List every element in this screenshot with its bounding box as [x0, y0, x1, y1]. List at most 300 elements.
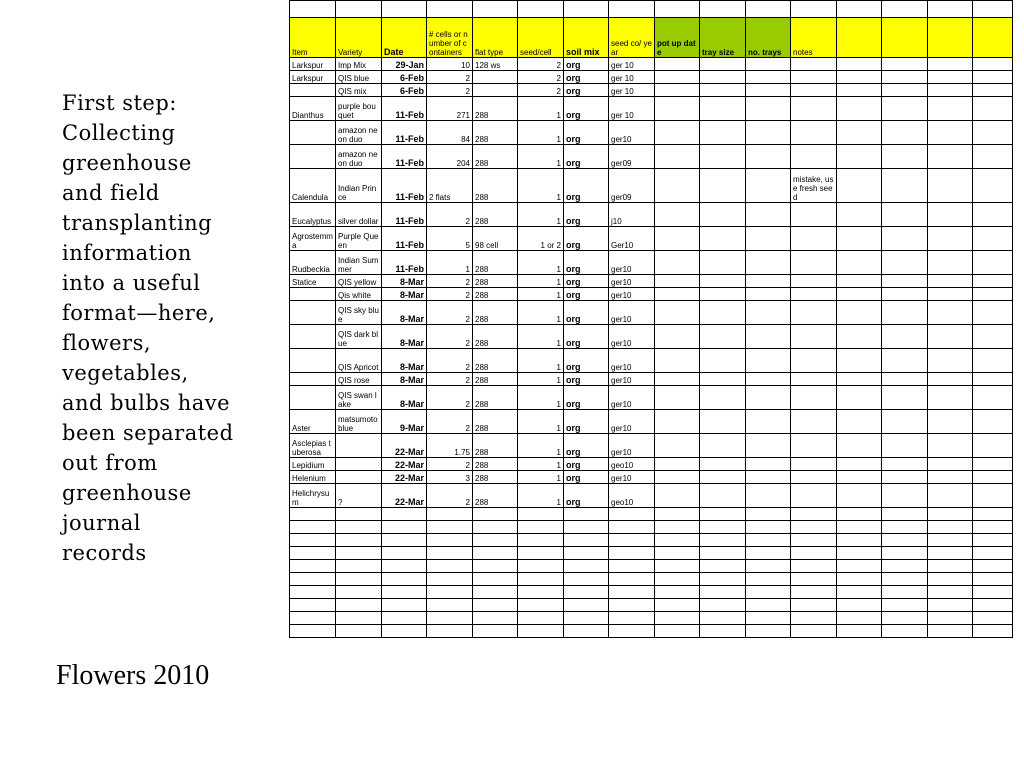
table-cell: 2	[518, 84, 564, 97]
column-header: Date	[382, 18, 427, 58]
table-cell	[655, 275, 700, 288]
table-cell: 1	[518, 458, 564, 471]
table-cell	[746, 349, 791, 373]
caption-line: and bulbs have	[62, 391, 231, 415]
table-cell: ger10	[609, 288, 655, 301]
table-cell: 288	[473, 434, 518, 458]
table-cell: org	[564, 121, 609, 145]
table-cell: 2	[427, 203, 473, 227]
table-row	[290, 97, 1013, 121]
table-cell	[700, 373, 746, 386]
table-cell: 11-Feb	[382, 169, 427, 203]
table-cell: geo10	[609, 484, 655, 508]
table-cell	[700, 97, 746, 121]
slide-footer-title: Flowers 2010	[56, 660, 210, 691]
table-cell: org	[564, 458, 609, 471]
table-cell	[791, 121, 837, 145]
table-cell	[746, 97, 791, 121]
table-cell: 204	[427, 145, 473, 169]
table-cell	[655, 349, 700, 373]
table-cell	[746, 434, 791, 458]
empty-row	[290, 560, 1013, 573]
table-cell: 288	[473, 484, 518, 508]
table-cell: org	[564, 373, 609, 386]
table-cell: ger10	[609, 349, 655, 373]
table-cell: silver dollar	[336, 203, 382, 227]
column-header: flat type	[473, 18, 518, 58]
table-cell	[791, 145, 837, 169]
table-cell	[791, 288, 837, 301]
empty-row	[290, 534, 1013, 547]
table-row	[290, 169, 1013, 203]
table-cell: ?	[336, 484, 382, 508]
table-cell	[746, 275, 791, 288]
table-cell	[791, 484, 837, 508]
table-cell: 1.75	[427, 434, 473, 458]
table-cell	[700, 349, 746, 373]
table-cell: 2	[427, 458, 473, 471]
table-cell: org	[564, 275, 609, 288]
table-cell	[290, 121, 336, 145]
table-cell: 6-Feb	[382, 84, 427, 97]
table-cell	[473, 84, 518, 97]
table-cell: 2	[427, 288, 473, 301]
table-cell: Imp Mix	[336, 58, 382, 71]
table-cell: 11-Feb	[382, 145, 427, 169]
transplant-table	[289, 0, 1013, 638]
table-row	[290, 484, 1013, 508]
table-cell: 288	[473, 458, 518, 471]
table-cell	[655, 251, 700, 275]
table-cell: 288	[473, 386, 518, 410]
table-row	[290, 58, 1013, 71]
table-cell	[791, 458, 837, 471]
table-cell	[791, 203, 837, 227]
table-header-row	[290, 18, 1013, 58]
table-cell: 1 or 2	[518, 227, 564, 251]
table-cell	[700, 410, 746, 434]
table-cell	[746, 458, 791, 471]
table-cell	[700, 484, 746, 508]
table-cell: mistake, use fresh seed	[791, 169, 837, 203]
table-cell: 2	[518, 58, 564, 71]
table-cell	[746, 203, 791, 227]
table-cell: org	[564, 471, 609, 484]
table-cell: org	[564, 434, 609, 458]
table-cell	[791, 471, 837, 484]
table-cell: org	[564, 145, 609, 169]
table-cell	[791, 275, 837, 288]
table-cell: 11-Feb	[382, 227, 427, 251]
table-cell: Calendula	[290, 169, 336, 203]
table-cell	[655, 458, 700, 471]
table-cell: org	[564, 349, 609, 373]
table-cell	[290, 386, 336, 410]
table-cell: 1	[518, 410, 564, 434]
table-cell: Helichrysum	[290, 484, 336, 508]
table-cell	[700, 434, 746, 458]
table-cell: 271	[427, 97, 473, 121]
table-cell: ger10	[609, 373, 655, 386]
table-cell	[290, 288, 336, 301]
table-cell: Indian Summer	[336, 251, 382, 275]
table-cell: ger09	[609, 145, 655, 169]
caption-line: out from	[62, 451, 158, 475]
table-cell: org	[564, 386, 609, 410]
table-cell: QIS Apricot	[336, 349, 382, 373]
table-cell: 1	[518, 386, 564, 410]
table-cell	[655, 203, 700, 227]
table-cell	[290, 301, 336, 325]
table-cell: Agrostemma	[290, 227, 336, 251]
table-cell	[655, 410, 700, 434]
table-cell	[336, 434, 382, 458]
table-cell	[473, 71, 518, 84]
table-cell: 1	[518, 373, 564, 386]
empty-row	[290, 625, 1013, 638]
column-header: pot up date	[655, 18, 700, 58]
table-cell: 288	[473, 288, 518, 301]
table-cell: 288	[473, 325, 518, 349]
table-cell: Qis white	[336, 288, 382, 301]
table-cell: 8-Mar	[382, 373, 427, 386]
table-cell: 2	[427, 386, 473, 410]
table-cell: amazon neon duo	[336, 121, 382, 145]
table-cell: ger 10	[609, 71, 655, 84]
table-cell: 2	[518, 71, 564, 84]
table-cell: 1	[518, 121, 564, 145]
table-cell	[655, 373, 700, 386]
table-cell: Helenium	[290, 471, 336, 484]
table-cell: 288	[473, 203, 518, 227]
table-cell: 1	[518, 251, 564, 275]
table-cell: 288	[473, 275, 518, 288]
table-cell: 6-Feb	[382, 71, 427, 84]
caption-line: transplanting	[62, 211, 213, 235]
table-cell	[655, 169, 700, 203]
table-cell: Aster	[290, 410, 336, 434]
table-cell	[700, 58, 746, 71]
table-cell: 2	[427, 71, 473, 84]
table-cell: org	[564, 97, 609, 121]
table-cell	[700, 288, 746, 301]
table-cell: ger10	[609, 325, 655, 349]
table-cell: 2	[427, 373, 473, 386]
caption-line: journal	[62, 511, 141, 535]
table-cell	[290, 84, 336, 97]
table-cell	[791, 410, 837, 434]
table-row	[290, 288, 1013, 301]
table-cell: org	[564, 169, 609, 203]
table-cell	[655, 84, 700, 97]
table-cell: 8-Mar	[382, 275, 427, 288]
spreadsheet	[289, 0, 1013, 638]
table-cell	[746, 301, 791, 325]
table-cell	[655, 471, 700, 484]
table-cell: 3	[427, 471, 473, 484]
table-cell: QIS mix	[336, 84, 382, 97]
table-cell: QIS swan lake	[336, 386, 382, 410]
caption-line: greenhouse	[62, 481, 192, 505]
caption-line: Collecting	[62, 121, 176, 145]
table-cell	[746, 121, 791, 145]
table-cell: ger10	[609, 301, 655, 325]
table-cell: org	[564, 227, 609, 251]
table-cell: 288	[473, 121, 518, 145]
empty-row	[290, 573, 1013, 586]
caption-line: First step:	[62, 91, 177, 115]
caption-line: records	[62, 541, 147, 565]
table-cell	[791, 301, 837, 325]
table-cell: ger10	[609, 275, 655, 288]
table-cell	[336, 458, 382, 471]
table-cell: Lepidium	[290, 458, 336, 471]
caption-line: greenhouse	[62, 151, 192, 175]
table-cell	[791, 325, 837, 349]
table-cell: Dianthus	[290, 97, 336, 121]
table-cell	[700, 227, 746, 251]
table-cell: org	[564, 301, 609, 325]
table-cell: 288	[473, 169, 518, 203]
table-cell: QIS rose	[336, 373, 382, 386]
empty-row	[290, 612, 1013, 625]
caption-line: vegetables,	[62, 361, 189, 385]
table-cell	[746, 484, 791, 508]
table-cell: 11-Feb	[382, 203, 427, 227]
table-cell: org	[564, 58, 609, 71]
table-cell	[655, 386, 700, 410]
table-cell: org	[564, 203, 609, 227]
table-cell	[290, 349, 336, 373]
table-cell	[746, 325, 791, 349]
table-cell: 8-Mar	[382, 349, 427, 373]
table-cell	[700, 301, 746, 325]
table-cell: ger10	[609, 471, 655, 484]
table-row	[290, 301, 1013, 325]
table-cell: amazon neon duo	[336, 145, 382, 169]
table-cell: 1	[518, 471, 564, 484]
table-cell: 22-Mar	[382, 458, 427, 471]
table-cell	[791, 58, 837, 71]
table-cell: org	[564, 325, 609, 349]
table-cell: j10	[609, 203, 655, 227]
table-cell: 1	[518, 434, 564, 458]
table-cell: 8-Mar	[382, 325, 427, 349]
table-cell: 11-Feb	[382, 251, 427, 275]
table-cell: Statice	[290, 275, 336, 288]
table-cell: 288	[473, 410, 518, 434]
table-cell: 1	[518, 288, 564, 301]
table-cell	[655, 97, 700, 121]
table-cell	[791, 386, 837, 410]
table-cell: ger 10	[609, 84, 655, 97]
table-cell: 11-Feb	[382, 121, 427, 145]
table-cell	[700, 471, 746, 484]
table-cell: Asclepias tuberosa	[290, 434, 336, 458]
table-cell: 98 cell	[473, 227, 518, 251]
table-cell: 22-Mar	[382, 484, 427, 508]
table-cell	[700, 458, 746, 471]
table-cell: 2	[427, 275, 473, 288]
table-cell: QIS sky blue	[336, 301, 382, 325]
caption-line: format—here,	[62, 301, 216, 325]
table-cell	[655, 71, 700, 84]
table-cell	[746, 169, 791, 203]
table-cell: 10	[427, 58, 473, 71]
table-cell: 1	[518, 349, 564, 373]
table-row	[290, 121, 1013, 145]
table-cell: 11-Feb	[382, 97, 427, 121]
table-cell	[746, 410, 791, 434]
table-cell: ger 10	[609, 97, 655, 121]
table-cell	[700, 275, 746, 288]
table-cell: QIS dark blue	[336, 325, 382, 349]
table-cell: org	[564, 288, 609, 301]
table-cell: 1	[518, 97, 564, 121]
empty-row	[290, 508, 1013, 521]
table-cell	[746, 386, 791, 410]
table-cell: 8-Mar	[382, 386, 427, 410]
column-header: Variety	[336, 18, 382, 58]
table-row	[290, 434, 1013, 458]
table-cell: 22-Mar	[382, 434, 427, 458]
table-cell	[791, 434, 837, 458]
table-cell	[746, 471, 791, 484]
empty-row	[290, 547, 1013, 560]
table-cell: ger10	[609, 434, 655, 458]
empty-row	[290, 586, 1013, 599]
table-cell: 8-Mar	[382, 301, 427, 325]
table-cell: 2	[427, 349, 473, 373]
table-cell: 1	[518, 484, 564, 508]
table-cell: 288	[473, 97, 518, 121]
column-header: seed/cell	[518, 18, 564, 58]
table-row	[290, 84, 1013, 97]
caption-line: and field	[62, 181, 160, 205]
table-cell	[791, 373, 837, 386]
caption-line: into a useful	[62, 271, 201, 295]
table-row	[290, 71, 1013, 84]
table-cell	[791, 251, 837, 275]
table-cell: 288	[473, 301, 518, 325]
table-cell: 5	[427, 227, 473, 251]
table-cell	[655, 145, 700, 169]
empty-row	[290, 599, 1013, 612]
table-cell: 1	[518, 275, 564, 288]
table-cell: 2	[427, 484, 473, 508]
column-header: no. trays	[746, 18, 791, 58]
table-cell	[700, 169, 746, 203]
table-cell: Indian Prince	[336, 169, 382, 203]
table-cell: org	[564, 410, 609, 434]
table-cell: Ger10	[609, 227, 655, 251]
empty-row	[290, 521, 1013, 534]
table-cell: 288	[473, 373, 518, 386]
table-row	[290, 349, 1013, 373]
table-row	[290, 471, 1013, 484]
table-row	[290, 386, 1013, 410]
table-cell: org	[564, 84, 609, 97]
table-cell: 288	[473, 349, 518, 373]
table-cell	[700, 203, 746, 227]
table-cell	[746, 227, 791, 251]
table-cell	[336, 471, 382, 484]
table-cell: 2	[427, 84, 473, 97]
caption-line: been separated	[62, 421, 234, 445]
column-header: seed co/ year	[609, 18, 655, 58]
table-cell	[290, 373, 336, 386]
table-cell: 9-Mar	[382, 410, 427, 434]
table-cell: 1	[518, 169, 564, 203]
table-cell	[791, 349, 837, 373]
table-cell: 2	[427, 325, 473, 349]
table-cell	[746, 71, 791, 84]
table-cell: matsumoto blue	[336, 410, 382, 434]
table-cell	[791, 227, 837, 251]
table-cell	[746, 84, 791, 97]
table-cell: ger10	[609, 386, 655, 410]
column-header: tray size	[700, 18, 746, 58]
table-cell: Larkspur	[290, 58, 336, 71]
table-cell: org	[564, 71, 609, 84]
table-cell	[746, 58, 791, 71]
table-cell: 1	[518, 325, 564, 349]
table-row	[290, 373, 1013, 386]
table-cell	[655, 434, 700, 458]
table-cell	[655, 325, 700, 349]
table-cell	[746, 288, 791, 301]
table-cell: Eucalyptus	[290, 203, 336, 227]
table-cell: 1	[427, 251, 473, 275]
table-cell: Purple Queen	[336, 227, 382, 251]
caption-line: information	[62, 241, 192, 265]
table-row	[290, 1, 1013, 18]
table-row	[290, 410, 1013, 434]
table-cell: ger10	[609, 410, 655, 434]
table-cell	[655, 227, 700, 251]
column-header: notes	[791, 18, 837, 58]
table-cell	[290, 325, 336, 349]
table-cell: ger10	[609, 251, 655, 275]
table-cell	[700, 386, 746, 410]
table-cell: 22-Mar	[382, 471, 427, 484]
table-cell	[791, 97, 837, 121]
table-cell: QIS yellow	[336, 275, 382, 288]
table-row	[290, 203, 1013, 227]
table-cell: 128 ws	[473, 58, 518, 71]
table-row	[290, 145, 1013, 169]
table-row	[290, 275, 1013, 288]
table-cell	[655, 301, 700, 325]
table-row	[290, 251, 1013, 275]
table-cell	[655, 58, 700, 71]
caption-line: flowers,	[62, 331, 152, 355]
table-cell: 1	[518, 301, 564, 325]
table-cell: geo10	[609, 458, 655, 471]
table-cell: 288	[473, 471, 518, 484]
column-header: # cells or number of containers	[427, 18, 473, 58]
table-cell	[700, 251, 746, 275]
table-cell: ger 10	[609, 58, 655, 71]
table-cell	[290, 145, 336, 169]
table-cell: org	[564, 484, 609, 508]
table-cell: ger09	[609, 169, 655, 203]
table-cell: 2	[427, 301, 473, 325]
table-row	[290, 325, 1013, 349]
table-cell	[655, 484, 700, 508]
table-cell: org	[564, 251, 609, 275]
table-cell: 8-Mar	[382, 288, 427, 301]
